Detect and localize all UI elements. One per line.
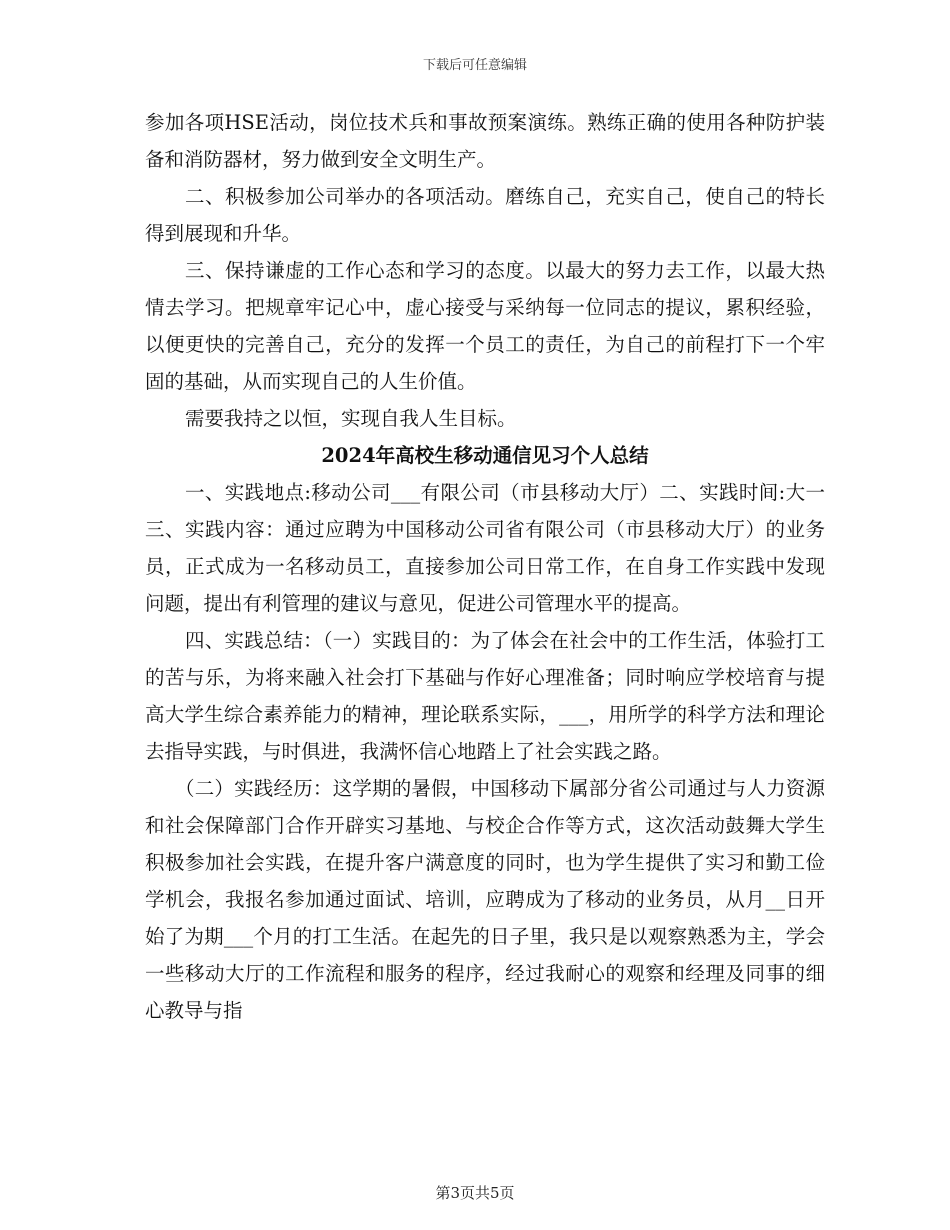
paragraph-practice-info: 一、实践地点:移动公司___有限公司（市县移动大厅）二、实践时间:大一三、实践内容：通过应聘为中国移动公司省有限公司（市县移动大厅）的业务员，正式成为一名移动员工，直接参加公司日常工作，在自身工作实践中发现问题，提出有利管理的建议与意见，促进公司管理水平的提高。 xyxy=(145,481,825,615)
page-number: 第3页共5页 xyxy=(435,1184,515,1202)
page-header: 下载后可任意编辑 xyxy=(422,58,527,73)
paragraph-hse: 参加各项HSE活动，岗位技术兵和事故预案演练。熟练正确的使用各种防护装备和消防器材，努力做到安全文明生产。 xyxy=(145,111,825,171)
paragraph-attitude: 三、保持谦虚的工作心态和学习的态度。以最大的努力去工作，以最大热情去学习。把规章牢记心中，虚心接受与采纳每一位同志的提议，累积经验，以便更快的完善自己，充分的发挥一个员工的责任，为自己的前程打下一个牢固的基础，从而实现自己的人生价值。 xyxy=(145,259,825,393)
paragraph-practice-experience: （二）实践经历：这学期的暑假，中国移动下属部分省公司通过与人力资源和社会保障部门合作开辟实习基地、与校企合作等方式，这次活动鼓舞大学生积极参加社会实践，在提升客户满意度的同时，也为学生提供了实习和勤工俭学机会，我报名参加通过面试、培训，应聘成为了移动的业务员，从月__日开始了为期___个月的打工生活。在起先的日子里，我只是以观察熟悉为主，学会一些移动大厅的工作流程和服务的程序，经过我耐心的观察和经理及同事的细心教导与指 xyxy=(145,777,825,1022)
document-body xyxy=(145,104,825,1029)
paragraph-goal: 需要我持之以恒，实现自我人生目标。 xyxy=(185,407,517,430)
section-title: 2024年高校生移动通信见习个人总结 xyxy=(321,444,649,467)
paragraph-activities: 二、积极参加公司举办的各项活动。磨练自己，充实自己，使自己的特长得到展现和升华。 xyxy=(145,185,825,245)
paragraph-practice-summary: 四、实践总结：（一）实践目的：为了体会在社会中的工作生活，体验打工的苦与乐，为将来融入社会打下基础与作好心理准备；同时响应学校培育与提高大学生综合素养能力的精神，理论联系实际，___，用所学的科学方法和理论去指导实践，与时俱进，我满怀信心地踏上了社会实践之路。 xyxy=(145,629,825,763)
